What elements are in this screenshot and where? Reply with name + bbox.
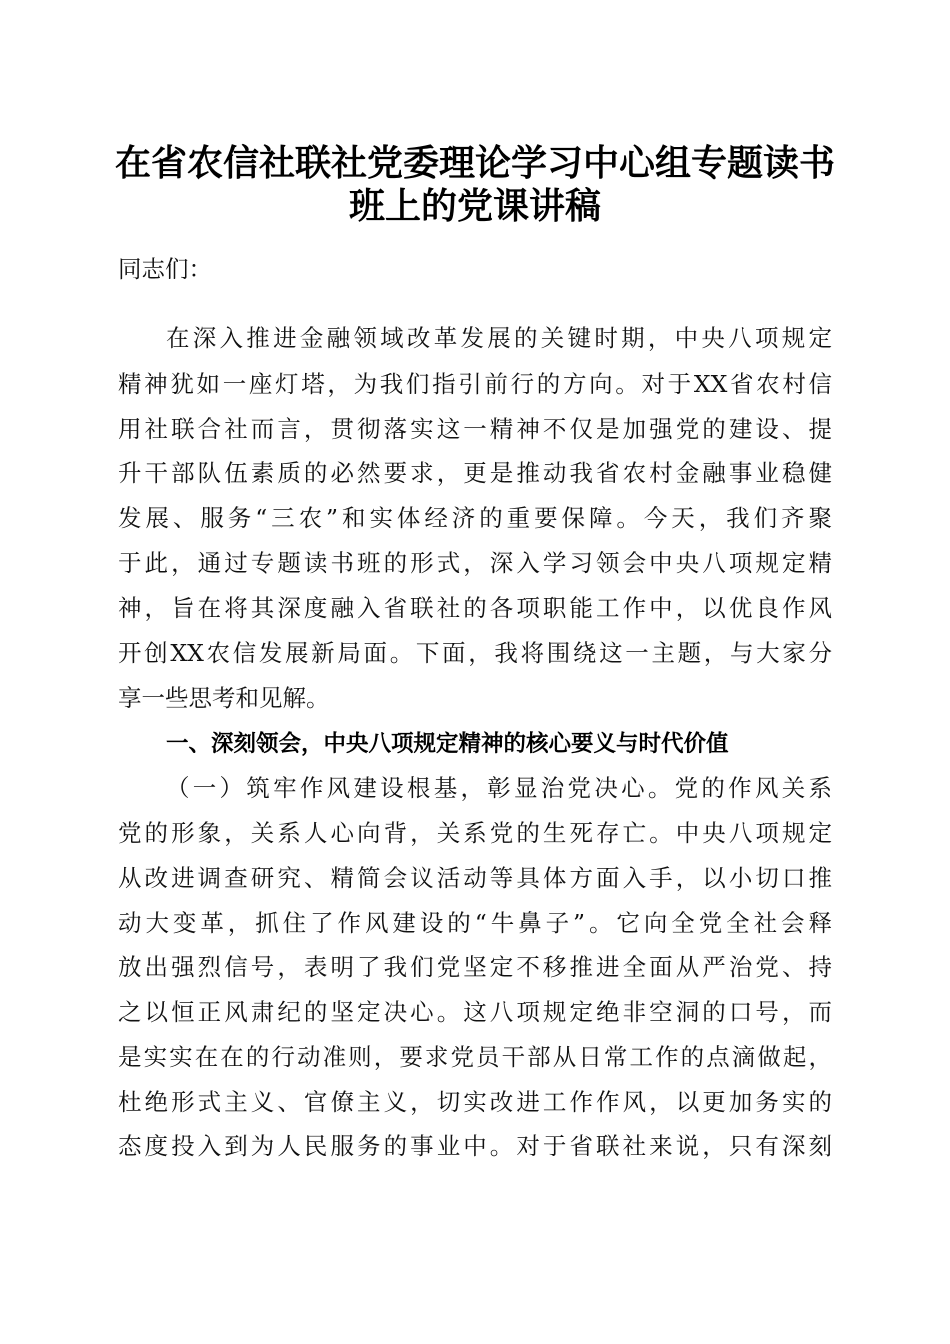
paragraph-1-line: 在深入推进金融领域改革发展的关键时期，中央八项规定 [166, 324, 832, 352]
paragraph-2-line: 态度投入到为人民服务的事业中。对于省联社来说，只有深刻 [118, 1132, 832, 1160]
paragraph-2-line: 之以恒正风肃纪的坚定决心。这八项规定绝非空洞的口号，而 [118, 998, 832, 1026]
paragraph-1-line: 神，旨在将其深度融入省联社的各项职能工作中，以优良作风 [118, 594, 832, 622]
paragraph-2-line: 党的形象，关系人心向背，关系党的生死存亡。中央八项规定 [118, 819, 832, 847]
section-1-heading: 一、深刻领会，中央八项规定精神的核心要义与时代价值 [166, 731, 729, 757]
paragraph-1-line: 于此，通过专题读书班的形式，深入学习领会中央八项规定精 [118, 549, 832, 577]
paragraph-1-line: 用社联合社而言，贯彻落实这一精神不仅是加强党的建设、提 [118, 415, 832, 443]
paragraph-1-line: 升干部队伍素质的必然要求，更是推动我省农村金融事业稳健 [118, 459, 832, 487]
paragraph-2-line: （一）筑牢作风建设根基，彰显治党决心。党的作风关系 [166, 774, 832, 802]
document-title-line-1: 在省农信社联社党委理论学习中心组专题读书 [114, 142, 835, 184]
paragraph-2-line: 杜绝形式主义、官僚主义，切实改进工作作风，以更加务实的 [118, 1088, 832, 1116]
paragraph-2-line: 放出强烈信号，表明了我们党坚定不移推进全面从严治党、持 [118, 953, 832, 981]
paragraph-2-line: 动大变革，抓住了作风建设的“牛鼻子”。它向全党全社会释 [118, 909, 832, 937]
paragraph-2-line: 从改进调查研究、精简会议活动等具体方面入手，以小切口推 [118, 864, 832, 892]
paragraph-2-line: 是实实在在的行动准则，要求党员干部从日常工作的点滴做起， [118, 1043, 832, 1071]
paragraph-1-line: 享一些思考和见解。 [118, 684, 330, 712]
salutation: 同志们： [118, 255, 212, 283]
paragraph-1-line: 精神犹如一座灯塔，为我们指引前行的方向。对于XX省农村信 [118, 370, 832, 398]
paragraph-1-line: 发展、服务“三农”和实体经济的重要保障。今天，我们齐聚 [118, 504, 832, 532]
paragraph-1-line: 开创XX农信发展新局面。下面，我将围绕这一主题，与大家分 [118, 639, 832, 667]
document-title-line-2: 班上的党课讲稿 [348, 185, 601, 227]
